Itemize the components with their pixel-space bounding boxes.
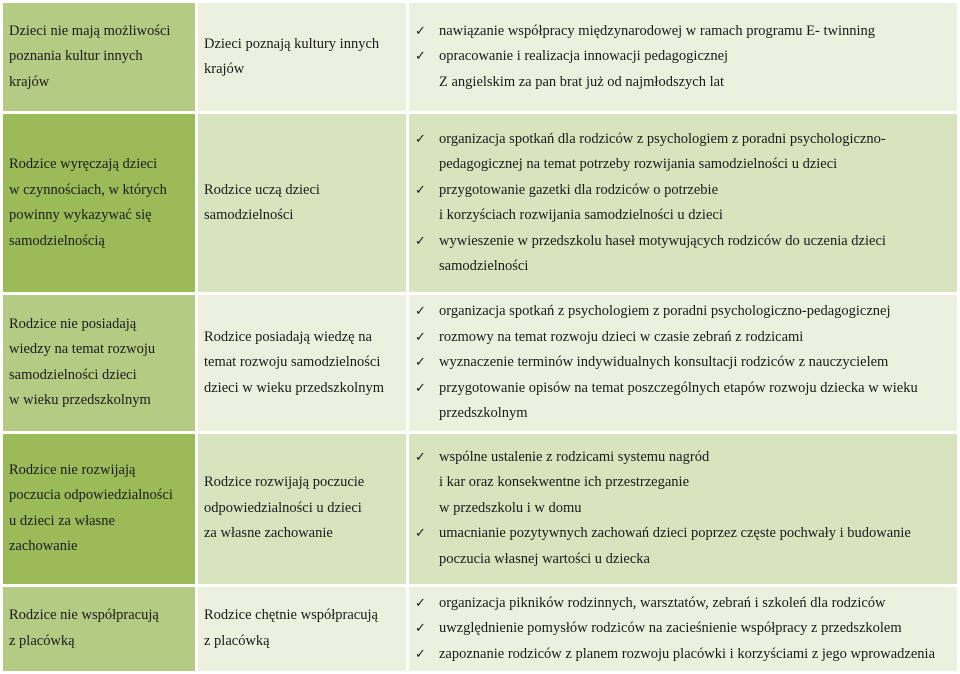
actions-cell [409, 114, 957, 292]
action-text: rozmowy na temat rozwoju dzieci w czasie zebrań z rodzicami [439, 328, 804, 345]
action-item [415, 70, 951, 96]
action-item [415, 325, 951, 351]
check-icon: ✓ [415, 595, 426, 611]
actions-cell [409, 3, 957, 111]
goal-line: Rodzice rozwijają poczucie [204, 474, 365, 491]
problem-cell [3, 3, 195, 111]
action-item [415, 350, 951, 376]
goal-cell [198, 295, 406, 431]
action-text: uwzględnienie pomysłów rodziców na zacieśnienie współpracy z przedszkolem [439, 620, 902, 636]
problem-cell [3, 587, 195, 672]
actions-cell [409, 434, 957, 584]
problem-line: krajów [9, 73, 50, 90]
check-icon: ✓ [415, 304, 426, 319]
problem-line: Dzieci nie mają możliwości [9, 22, 171, 39]
action-item [415, 591, 951, 617]
check-icon: ✓ [415, 182, 426, 198]
problem-line: samodzielności dzieci [9, 366, 137, 383]
action-item [415, 152, 951, 178]
action-item [415, 299, 951, 325]
action-item [415, 229, 951, 255]
goal-cell [198, 587, 406, 672]
problem-line: Rodzice nie posiadają [9, 315, 137, 332]
action-item [415, 496, 951, 522]
action-text: przygotowanie gazetki dla rodziców o potrzebie [439, 181, 719, 198]
goal-cell [198, 3, 406, 111]
problem-line: wiedzy na temat rozwoju [9, 341, 156, 358]
goal-line: odpowiedzialności u dzieci [204, 499, 362, 516]
action-item [415, 642, 951, 668]
goal-cell [198, 434, 406, 584]
action-text: pedagogicznej na temat potrzeby rozwijania samodzielności u dzieci [439, 156, 838, 172]
action-text: wyznaczenie terminów indywidualnych konsultacji rodziców z nauczycielem [439, 354, 889, 370]
problem-cell [3, 114, 195, 292]
action-text: wywieszenie w przedszkolu haseł motywujących rodziców do uczenia dzieci [439, 232, 886, 249]
check-icon: ✓ [415, 329, 426, 345]
goal-line: Dzieci poznają kultury innych [204, 35, 380, 52]
check-icon: ✓ [415, 621, 426, 636]
goal-line: krajów [204, 61, 245, 77]
action-text: opracowanie i realizacja innowacji pedagogicznej [439, 48, 729, 65]
check-icon: ✓ [415, 449, 426, 465]
problem-line: Rodzice nie rozwijają [9, 461, 136, 478]
action-text: przedszkolnym [439, 405, 528, 421]
problem-cell [3, 295, 195, 431]
action-item [415, 376, 951, 402]
table-row [3, 3, 957, 111]
action-text: Z angielskim za pan brat już od najmłodszych lat [439, 73, 725, 90]
action-item [415, 254, 951, 280]
problem-line: zachowanie [9, 538, 78, 554]
action-item [415, 44, 951, 70]
goal-line: dzieci w wieku przedszkolnym [204, 379, 384, 396]
action-item [415, 178, 951, 204]
check-icon: ✓ [415, 131, 426, 147]
goal-line: za własne zachowanie [204, 525, 333, 542]
problem-line: poznania kultur innych [9, 48, 143, 65]
problem-line: samodzielnością [9, 232, 105, 249]
goal-cell [198, 114, 406, 292]
action-text: organizacja spotkań dla rodziców z psychologiem z poradni psychologiczno- [439, 130, 886, 147]
action-item [415, 203, 951, 229]
goal-line: samodzielności [204, 207, 294, 223]
action-item [415, 547, 951, 573]
action-text: i kar oraz konsekwentne ich przestrzeganie [439, 474, 690, 491]
action-item [415, 616, 951, 642]
goal-line: z placówką [204, 632, 270, 649]
action-item [415, 445, 951, 471]
action-text: poczucia własnej wartości u dziecka [439, 550, 650, 567]
action-text: przygotowanie opisów na temat poszczególnych etapów rozwoju dziecka w wieku [439, 379, 918, 396]
action-text: organizacja spotkań z psychologiem z poradni psychologiczno-pedagogicznej [439, 303, 891, 319]
table-row [3, 434, 957, 584]
action-item [415, 19, 951, 45]
action-text: organizacja pikników rodzinnych, warsztatów, zebrań i szkoleń dla rodziców [439, 594, 886, 611]
table-row [3, 587, 957, 672]
problem-line: powinny wykazywać się [9, 207, 152, 223]
problem-cell [3, 434, 195, 584]
action-item [415, 521, 951, 547]
check-icon: ✓ [415, 23, 426, 39]
action-text: samodzielności [439, 258, 529, 274]
problem-line: Rodzice nie współpracują [9, 607, 159, 624]
action-text: zapoznanie rodziców z planem rozwoju placówki i korzyściami z jego wprowadzenia [439, 645, 936, 662]
actions-cell [409, 295, 957, 431]
problem-line: w czynnościach, w których [9, 181, 167, 198]
action-text: w przedszkolu i w domu [439, 499, 582, 516]
goal-line: Rodzice uczą dzieci [204, 181, 320, 198]
actions-cell [409, 587, 957, 672]
action-text: umacnianie pozytywnych zachowań dzieci poprzez częste pochwały i budowanie [439, 525, 911, 542]
goal-line: temat rozwoju samodzielności [204, 354, 381, 370]
table-row [3, 295, 957, 431]
check-icon: ✓ [415, 233, 426, 249]
check-icon: ✓ [415, 646, 426, 662]
action-item [415, 470, 951, 496]
check-icon: ✓ [415, 49, 426, 65]
problem-line: w wieku przedszkolnym [9, 392, 151, 409]
check-icon: ✓ [415, 355, 426, 370]
goal-line: Rodzice chętnie współpracują [204, 607, 378, 624]
problem-line: Rodzice wyręczają dzieci [9, 156, 158, 172]
action-text: i korzyściach rozwijania samodzielności u dzieci [439, 207, 723, 223]
action-item [415, 401, 951, 427]
goal-line: Rodzice posiadają wiedzę na [204, 328, 372, 345]
action-item [415, 127, 951, 153]
problem-line: z placówką [9, 632, 75, 649]
problem-line: poczucia odpowiedzialności [9, 487, 173, 503]
action-text: wspólne ustalenie z rodzicami systemu nagród [439, 448, 710, 465]
check-icon: ✓ [415, 526, 426, 542]
table-row [3, 114, 957, 292]
action-text: nawiązanie współpracy międzynarodowej w ramach programu E- twinning [439, 22, 876, 39]
check-icon: ✓ [415, 380, 426, 396]
problem-line: u dzieci za własne [9, 512, 115, 529]
